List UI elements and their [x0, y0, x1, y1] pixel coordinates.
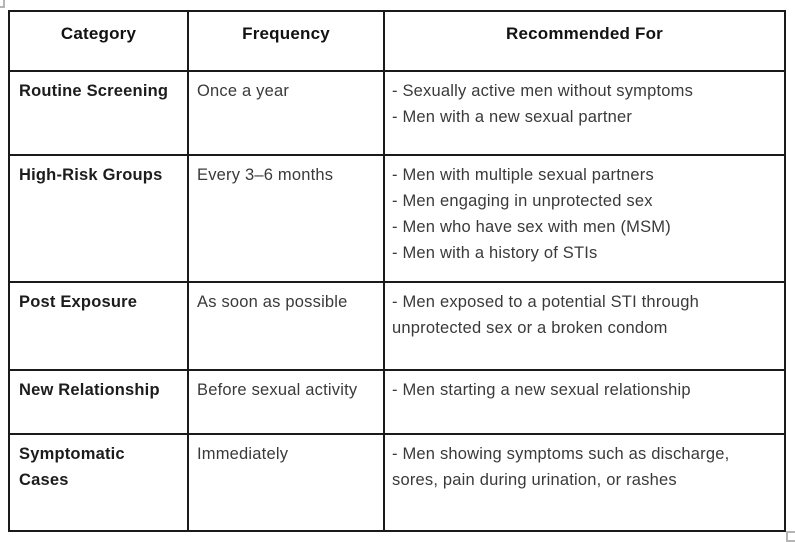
cell-frequency: Once a year	[188, 71, 384, 155]
cell-frequency: As soon as possible	[188, 282, 384, 370]
column-header-frequency: Frequency	[188, 11, 384, 71]
cell-frequency: Immediately	[188, 434, 384, 531]
cell-frequency: Before sexual activity	[188, 370, 384, 434]
table-row	[9, 434, 785, 531]
selection-resize-handle-bottom-right[interactable]	[786, 531, 795, 542]
cell-category: Routine Screening	[9, 71, 188, 155]
bullet-item: - Men with a history of STIs	[392, 244, 598, 262]
cell-recommended-for	[384, 155, 785, 282]
bullet-item: - Men starting a new sexual relationship	[392, 381, 691, 399]
bullet-item: - Men with multiple sexual partners	[392, 166, 654, 184]
table-row	[9, 370, 785, 434]
cell-recommended-for	[384, 71, 785, 155]
bullet-item: - Men with a new sexual partner	[392, 108, 633, 126]
cell-category: High-Risk Groups	[9, 155, 188, 282]
cell-category: Post Exposure	[9, 282, 188, 370]
selection-resize-handle-top-left[interactable]	[0, 0, 5, 8]
bullet-item: - Men exposed to a potential STI through unprotected sex or a broken condom	[392, 293, 700, 337]
table-row	[9, 71, 785, 155]
bullet-item: - Sexually active men without symptoms	[392, 82, 694, 100]
table-row	[9, 155, 785, 282]
column-header-recommended-for: Recommended For	[384, 11, 785, 71]
bullet-item: - Men showing symptoms such as discharge, sores, pain during urination, or rashes	[392, 445, 730, 489]
header-row	[9, 11, 785, 71]
cell-recommended-for	[384, 370, 785, 434]
table-body	[9, 71, 785, 531]
table-row	[9, 282, 785, 370]
bullet-item: - Men engaging in unprotected sex	[392, 192, 653, 210]
cell-category: New Relationship	[9, 370, 188, 434]
column-header-category: Category	[9, 11, 188, 71]
cell-frequency: Every 3–6 months	[188, 155, 384, 282]
bullet-item: - Men who have sex with men (MSM)	[392, 218, 671, 236]
cell-category: Symptomatic Cases	[9, 434, 188, 531]
cell-recommended-for	[384, 282, 785, 370]
cell-recommended-for	[384, 434, 785, 531]
sti-screening-table	[8, 10, 786, 532]
